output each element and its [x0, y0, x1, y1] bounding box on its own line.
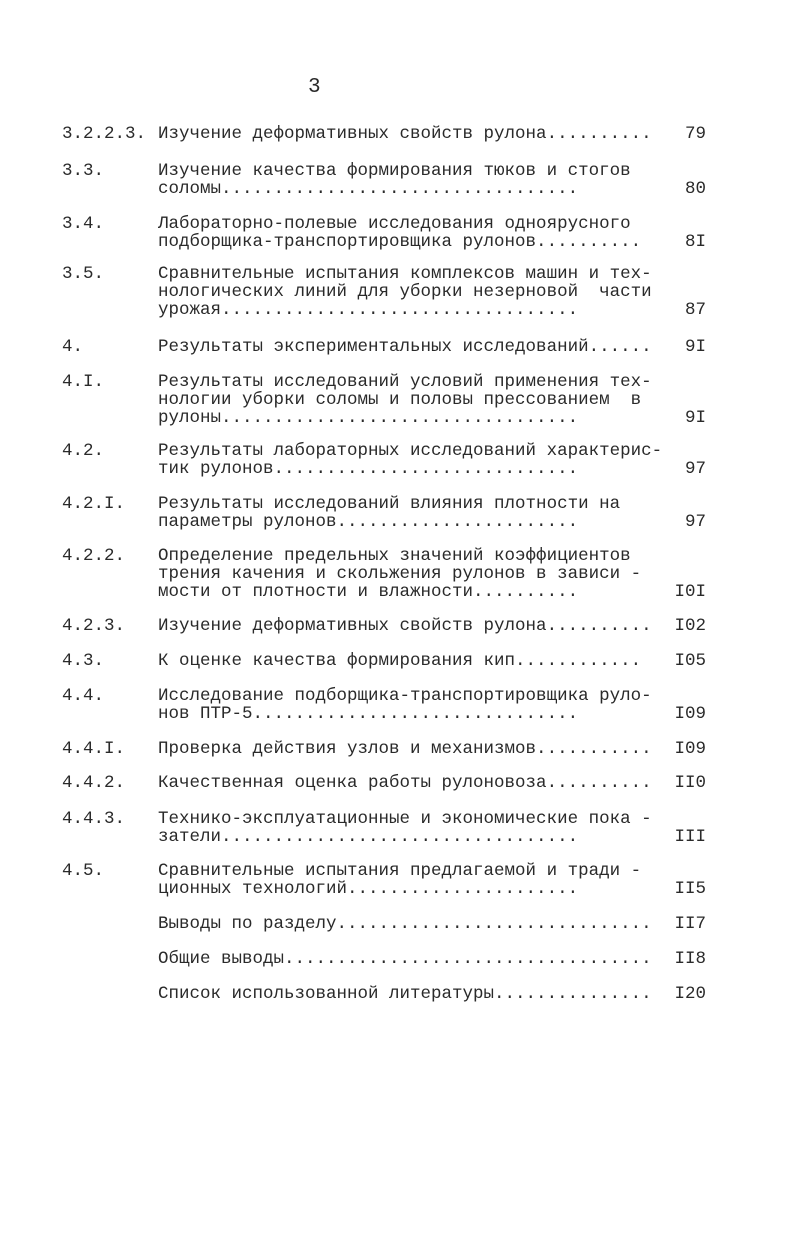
section-title [158, 338, 668, 356]
section-title [158, 740, 668, 758]
toc-entry [62, 495, 708, 531]
section-title [158, 162, 668, 198]
title-line: нов ПТР-5............................... [158, 704, 579, 724]
page-ref: I20 [674, 984, 706, 1004]
section-title [158, 547, 668, 601]
toc-entry [62, 442, 708, 478]
title-line: урожая.................................. [158, 300, 579, 320]
section-title [158, 617, 668, 635]
title-line: затели.................................. [158, 827, 579, 847]
title-line: Технико-эксплуатационные и экономические пока - [158, 809, 652, 829]
section-title [158, 950, 668, 968]
title-line: Изучение деформативных свойств рулона.......... [158, 124, 652, 144]
toc-entry [62, 774, 708, 792]
page-ref: 80 [684, 179, 706, 199]
page-ref: III [674, 827, 706, 847]
toc-entry [62, 652, 708, 670]
title-line: трения качения и скольжения рулонов в зависи - [158, 564, 642, 584]
toc-entry [62, 810, 708, 846]
page-ref: 87 [684, 300, 706, 320]
section-number: 4.3. [62, 651, 105, 671]
toc-entry [62, 125, 708, 143]
toc-entry [62, 687, 708, 723]
page-number: 3 [308, 76, 321, 99]
toc-entry [62, 915, 708, 933]
section-number: 4.I. [62, 372, 105, 392]
section-number: 4.2. [62, 441, 105, 461]
title-line: нологических линий для уборки незерновой части [158, 282, 652, 302]
title-line: рулоны.................................. [158, 408, 579, 428]
section-number: 4.2.3. [62, 616, 126, 636]
section-number: 4.2.I. [62, 494, 126, 514]
title-line: подборщика-транспортировщика рулонов.......... [158, 232, 642, 252]
page-ref: 97 [684, 512, 706, 532]
page-ref: 79 [684, 124, 706, 144]
title-line: соломы.................................. [158, 179, 579, 199]
title-line: нологии уборки соломы и половы прессованием в [158, 390, 642, 410]
toc-entry [62, 547, 708, 601]
page-ref: I05 [674, 651, 706, 671]
title-line: Сравнительные испытания комплексов машин и тех- [158, 264, 652, 284]
section-title [158, 915, 668, 933]
toc-entry [62, 373, 708, 427]
section-title [158, 862, 668, 898]
toc-entry [62, 338, 708, 356]
section-title [158, 810, 668, 846]
title-line: Качественная оценка работы рулоновоза.......... [158, 773, 652, 793]
page-ref: I09 [674, 704, 706, 724]
toc-entry [62, 215, 708, 251]
section-number: 4.5. [62, 861, 105, 881]
title-line: Изучение деформативных свойств рулона.......... [158, 616, 652, 636]
section-number: 3.4. [62, 214, 105, 234]
title-line: Лабораторно-полевые исследования одноярусного [158, 214, 631, 234]
title-line: Исследование подборщика-транспортировщика руло- [158, 686, 652, 706]
section-number: 3.2.2.3. [62, 124, 147, 144]
page-ref: 8I [684, 232, 706, 252]
page-ref: I09 [674, 739, 706, 759]
section-number: 4.4.2. [62, 773, 126, 793]
section-number: 4.4.I. [62, 739, 126, 759]
title-line: К оценке качества формирования кип............ [158, 651, 642, 671]
section-number: 4.2.2. [62, 546, 126, 566]
title-line: Результаты исследований влияния плотности на [158, 494, 621, 514]
title-line: Общие выводы................................... [158, 949, 652, 969]
page-ref: II8 [674, 949, 706, 969]
section-title [158, 215, 668, 251]
toc-entry [62, 950, 708, 968]
toc-entry [62, 985, 708, 1003]
title-line: Изучение качества формирования тюков и стогов [158, 161, 631, 181]
section-number: 4.4.3. [62, 809, 126, 829]
title-line: ционных технологий...................... [158, 879, 579, 899]
title-line: Результаты экспериментальных исследований...... [158, 337, 652, 357]
toc-entry [62, 862, 708, 898]
title-line: параметры рулонов....................... [158, 512, 579, 532]
title-line: мости от плотности и влажности.......... [158, 582, 579, 602]
toc-entry [62, 617, 708, 635]
section-title [158, 265, 668, 319]
page-ref: II5 [674, 879, 706, 899]
title-line: Определение предельных значений коэффициентов [158, 546, 631, 566]
section-number: 3.3. [62, 161, 105, 181]
section-title [158, 495, 668, 531]
section-title [158, 373, 668, 427]
title-line: Результаты лабораторных исследований характерис- [158, 441, 663, 461]
title-line: Результаты исследований условий применения тех- [158, 372, 652, 392]
page-ref: 97 [684, 459, 706, 479]
page-ref: 9I [684, 337, 706, 357]
title-line: Выводы по разделу.............................. [158, 914, 652, 934]
page-ref: II7 [674, 914, 706, 934]
page-ref: I02 [674, 616, 706, 636]
page-ref: II0 [674, 773, 706, 793]
section-title [158, 985, 668, 1003]
toc-entry [62, 265, 708, 319]
section-title [158, 774, 668, 792]
toc-entry [62, 162, 708, 198]
title-line: Список использованной литературы............... [158, 984, 652, 1004]
section-number: 4.4. [62, 686, 105, 706]
page-ref: 9I [684, 408, 706, 428]
title-line: Проверка действия узлов и механизмов........... [158, 739, 652, 759]
title-line: тик рулонов............................. [158, 459, 579, 479]
title-line: Сравнительные испытания предлагаемой и тради - [158, 861, 642, 881]
section-title [158, 687, 668, 723]
section-title [158, 652, 668, 670]
section-number: 3.5. [62, 264, 105, 284]
section-title [158, 442, 668, 478]
section-number: 4. [62, 337, 84, 357]
section-title [158, 125, 668, 143]
toc-entry [62, 740, 708, 758]
page-ref: I0I [674, 582, 706, 602]
